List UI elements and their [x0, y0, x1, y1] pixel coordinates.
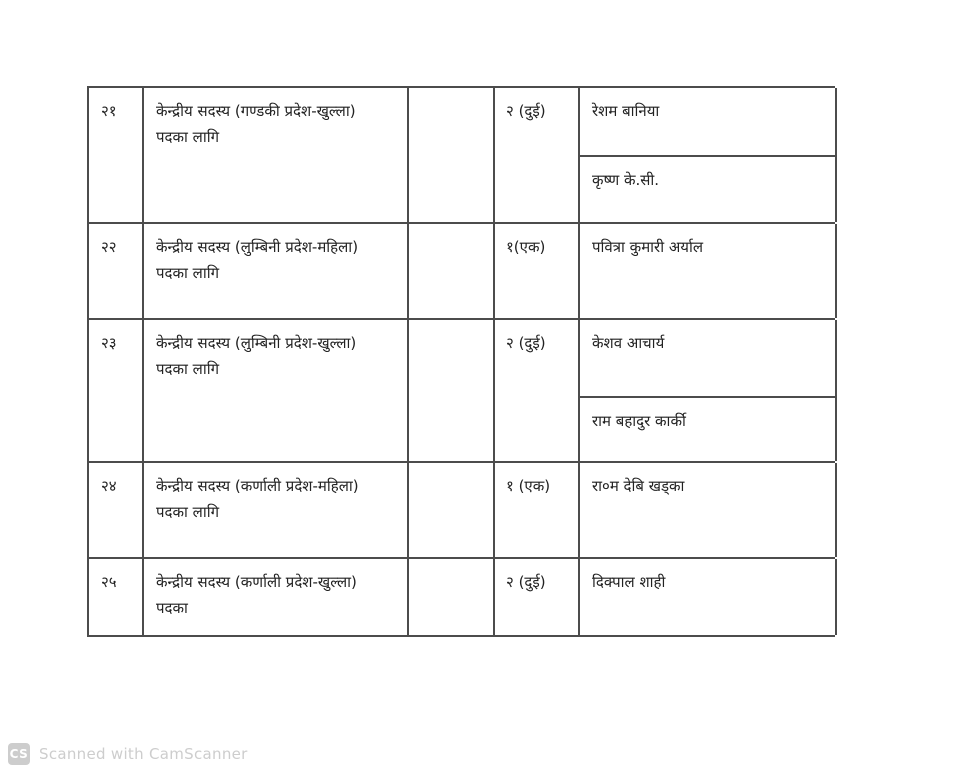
seat-count: २ (दुई) [506, 334, 546, 352]
cell-serial-number [89, 320, 144, 461]
cell-seat-count [495, 463, 580, 557]
position-title: केन्द्रीय सदस्य (कर्णाली प्रदेश-खुल्ला) पदका [156, 573, 357, 617]
table-row [89, 224, 835, 320]
candidate-name: पवित्रा कुमारी अर्याल [592, 238, 704, 256]
cell-blank [409, 463, 495, 557]
cell-seat-count [495, 320, 580, 461]
cell-blank [409, 224, 495, 318]
table-row [89, 320, 835, 463]
seat-count: १(एक) [506, 238, 546, 256]
cell-seat-count [495, 559, 580, 635]
serial-number: २२ [101, 238, 117, 256]
cell-candidate-names [580, 463, 837, 557]
candidate-name: दिक्पाल शाही [592, 573, 666, 591]
cell-candidate-names [580, 88, 837, 222]
candidate-name: कृष्ण के.सी. [592, 171, 660, 189]
candidate-name: केशव आचार्य [592, 334, 665, 352]
cell-serial-number [89, 88, 144, 222]
cell-blank [409, 88, 495, 222]
serial-number: २५ [101, 573, 117, 591]
camscanner-watermark [8, 743, 248, 765]
seat-count: १ (एक) [506, 477, 551, 495]
cell-serial-number [89, 224, 144, 318]
name-subcell [580, 88, 835, 157]
candidate-name: राम बहादुर कार्की [592, 412, 686, 430]
cell-candidate-names [580, 320, 837, 461]
cell-candidate-names [580, 224, 837, 318]
seat-count: २ (दुई) [506, 102, 546, 120]
cell-position-title [144, 88, 409, 222]
name-subcell [580, 224, 835, 318]
name-subcell [580, 398, 835, 461]
cell-blank [409, 559, 495, 635]
cell-position-title [144, 559, 409, 635]
serial-number: २३ [101, 334, 117, 352]
camscanner-watermark-text: Scanned with CamScanner [39, 745, 248, 763]
table-row [89, 463, 835, 559]
position-title: केन्द्रीय सदस्य (लुम्बिनी प्रदेश-महिला) पदका लागि [156, 238, 359, 282]
cell-position-title [144, 320, 409, 461]
candidates-table [87, 86, 835, 637]
name-subcell [580, 559, 835, 635]
serial-number: २४ [101, 477, 117, 495]
cell-blank [409, 320, 495, 461]
position-title: केन्द्रीय सदस्य (लुम्बिनी प्रदेश-खुल्ला) पदका लागि [156, 334, 357, 378]
seat-count: २ (दुई) [506, 573, 546, 591]
position-title: केन्द्रीय सदस्य (कर्णाली प्रदेश-महिला) पदका लागि [156, 477, 359, 521]
position-title: केन्द्रीय सदस्य (गण्डकी प्रदेश-खुल्ला) पदका लागि [156, 102, 356, 146]
cell-serial-number [89, 463, 144, 557]
name-subcell [580, 463, 835, 557]
name-subcell [580, 157, 835, 222]
serial-number: २१ [101, 102, 117, 120]
name-subcell [580, 320, 835, 398]
table-row [89, 559, 835, 637]
cell-position-title [144, 224, 409, 318]
cell-candidate-names [580, 559, 837, 635]
cell-position-title [144, 463, 409, 557]
table-row [89, 88, 835, 224]
candidate-name: रा०म देबि खड्का [592, 477, 685, 495]
camscanner-logo-icon: CS [8, 743, 30, 765]
cell-serial-number [89, 559, 144, 635]
candidate-name: रेशम बानिया [592, 102, 660, 120]
cell-seat-count [495, 224, 580, 318]
cell-seat-count [495, 88, 580, 222]
